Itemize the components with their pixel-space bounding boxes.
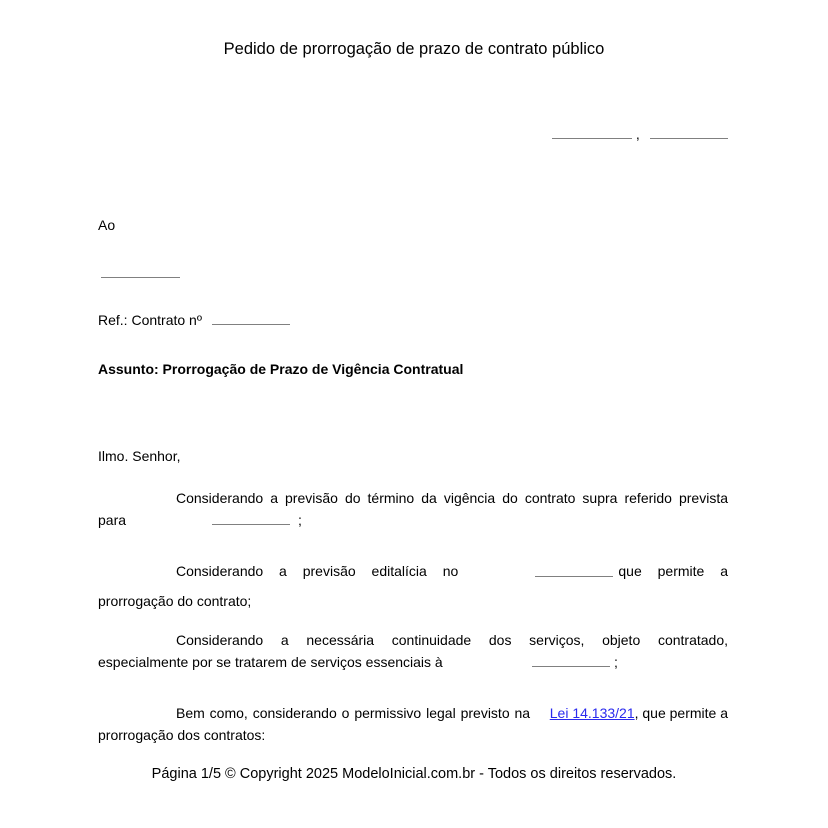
paragraph-1-line-1 bbox=[98, 487, 728, 509]
lei-14133-link[interactable]: Lei 14.133/21 bbox=[549, 705, 635, 721]
paragraph-3-start: especialmente por se tratarem de serviços essenciais à bbox=[98, 654, 443, 670]
recipient-blank-line bbox=[101, 265, 180, 283]
paragraph-4 bbox=[98, 702, 728, 746]
edital-blank bbox=[535, 575, 613, 577]
paragraph-2-end: que permite a bbox=[618, 563, 728, 579]
paragraph-2 bbox=[98, 559, 728, 613]
date-blank bbox=[650, 137, 728, 139]
paragraph-1-line-2 bbox=[98, 509, 728, 531]
recipient-to: Ao bbox=[98, 217, 116, 233]
paragraph-3-text: Considerando a necessária continuidade dos serviços, objeto contratado, bbox=[176, 632, 728, 648]
paragraph-2-line-2: prorrogação do contrato; bbox=[98, 593, 252, 609]
paragraph-4-line-2: prorrogação dos contratos: bbox=[98, 727, 266, 743]
reference-label: Ref.: Contrato nº bbox=[98, 312, 202, 328]
recipient-blank bbox=[101, 276, 180, 278]
term-date-blank bbox=[212, 523, 290, 525]
place-blank bbox=[552, 137, 632, 139]
paragraph-3-line-1 bbox=[98, 629, 728, 651]
paragraph-3-end: ; bbox=[614, 654, 618, 670]
greeting: Ilmo. Senhor, bbox=[98, 448, 181, 464]
paragraph-2-line-1 bbox=[98, 559, 728, 583]
subject-line: Assunto: Prorrogação de Prazo de Vigência Contratual bbox=[98, 361, 464, 377]
paragraph-1 bbox=[98, 487, 728, 531]
paragraph-3 bbox=[98, 629, 728, 673]
contract-number-blank bbox=[212, 323, 290, 325]
paragraph-4-line-1 bbox=[98, 702, 728, 724]
place-date-line bbox=[552, 126, 728, 142]
paragraph-2-start: Considerando a previsão editalícia no bbox=[176, 563, 459, 579]
paragraph-3-line-2 bbox=[98, 651, 728, 673]
paragraph-1-end: ; bbox=[298, 512, 302, 528]
page-footer: Página 1/5 © Copyright 2025 ModeloInicial.com.br - Todos os direitos reservados. bbox=[151, 766, 677, 782]
paragraph-1-para: para bbox=[98, 512, 127, 528]
essential-services-blank bbox=[532, 665, 610, 667]
reference-line bbox=[98, 312, 290, 328]
document-title: Pedido de prorrogação de prazo de contrato público bbox=[223, 40, 605, 58]
paragraph-1-text: Considerando a previsão do término da vigência do contrato supra referido prevista bbox=[176, 490, 728, 506]
paragraph-4-end: , que permite a bbox=[634, 705, 728, 721]
paragraph-4-start: Bem como, considerando o permissivo legal previsto na bbox=[176, 705, 531, 721]
place-date-separator: , bbox=[635, 126, 640, 142]
